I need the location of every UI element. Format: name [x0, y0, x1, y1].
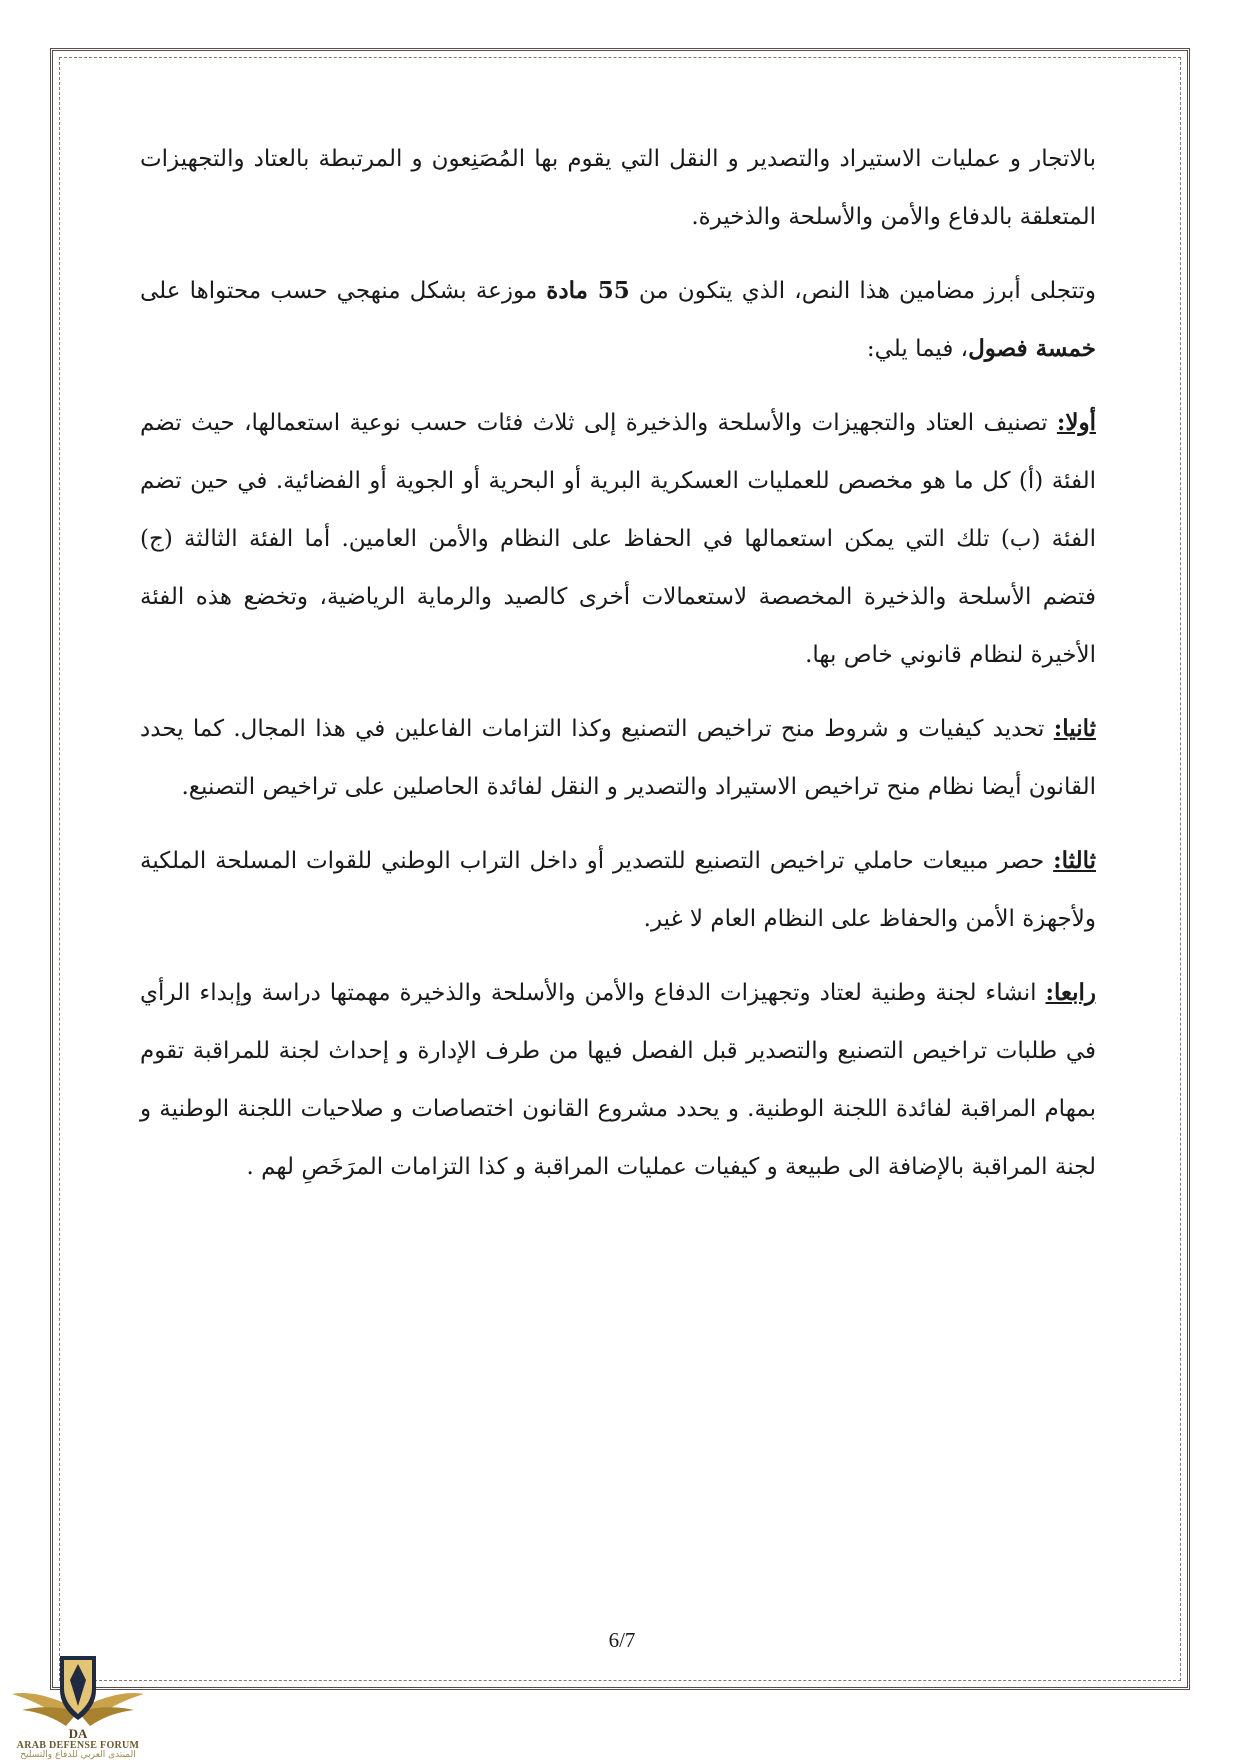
paragraph-text: حصر مبيعات حاملي تراخيص التصنيع للتصدير أو داخل التراب الوطني للقوات المسلحة الملكية ولأجهزة الأمن والحفاظ على النظام العام لا غير.: [140, 848, 1096, 932]
paragraph-text: ، فيما يلي:: [866, 336, 969, 362]
paragraph-text: تصنيف العتاد والتجهيزات والأسلحة والذخيرة إلى ثلاث فئات حسب نوعية استعمالها، حيث تضم الفئة (أ) كل ما هو مخصص للعمليات العسكرية البرية أو البحرية أو الجوية أو الفضائية. في حين تضم الفئة (ب) تلك التي يمكن استعمالها في الحفاظ على النظام والأمن العامين. أما الفئة الثالثة (ج) فتضم الأسلحة والذخيرة المخصصة لاستعمالات أخرى كالصيد والرماية الرياضية، وتخضع هذه الفئة الأخيرة لنظام قانوني خاص بها.: [140, 410, 1096, 668]
paragraph-text: انشاء لجنة وطنية لعتاد وتجهيزات الدفاع والأمن والأسلحة والذخيرة مهمتها دراسة وإبداء الرأي في طلبات تراخيص التصنيع والتصدير قبل الفصل فيها من طرف الإدارة و إحداث لجنة للمراقبة تقوم بمهام المراقبة لفائدة اللجنة الوطنية. و يحدد مشروع القانون اختصاصات و صلاحيات اللجنة الوطنية و لجنة المراقبة بالإضافة الى طبيعة و كيفيات عمليات المراقبة و كذا التزامات المرَخَصِ لهم .: [140, 980, 1096, 1180]
paragraph-summary: [140, 262, 1096, 378]
forum-subtitle: المنتدى العربي للدفاع والتسليح: [20, 1750, 136, 1760]
article-count: 55 مادة: [546, 277, 630, 304]
chapter-count: خمسة فصول: [968, 335, 1096, 362]
paragraph-text: بالاتجار و عمليات الاستيراد والتصدير و النقل التي يقوم بها المُصَنِعون و المرتبطة بالعتاد والتجهيزات المتعلقة بالدفاع والأمن والأسلحة والذخيرة.: [140, 146, 1096, 230]
item-label: ثالثا:: [1053, 847, 1096, 874]
paragraph-fourth: [140, 964, 1096, 1196]
item-label: أولا:: [1056, 409, 1096, 436]
item-label: ثانيا:: [1053, 715, 1096, 742]
paragraph-text: تحديد كيفيات و شروط منح تراخيص التصنيع وكذا التزامات الفاعلين في هذا المجال. كما يحدد القانون أيضا نظام منح تراخيص الاستيراد والتصدير و النقل لفائدة الحاصلين على تراخيص التصنيع.: [140, 716, 1096, 800]
forum-name: ARAB DEFENSE FORUM: [16, 1740, 140, 1751]
page-number: 6/7: [608, 1628, 636, 1652]
paragraph-first: [140, 394, 1096, 684]
paragraph-third: [140, 832, 1096, 948]
paragraph-text: موزعة بشكل منهجي حسب محتواها على: [140, 278, 547, 304]
paragraph-second: [140, 700, 1096, 816]
item-label: رابعا:: [1045, 979, 1096, 1006]
forum-initials: DA: [68, 1726, 88, 1741]
document-body: [140, 130, 1096, 1212]
paragraph-intro: [140, 130, 1096, 246]
paragraph-text: وتتجلى أبرز مضامين هذا النص، الذي يتكون من: [629, 278, 1096, 304]
